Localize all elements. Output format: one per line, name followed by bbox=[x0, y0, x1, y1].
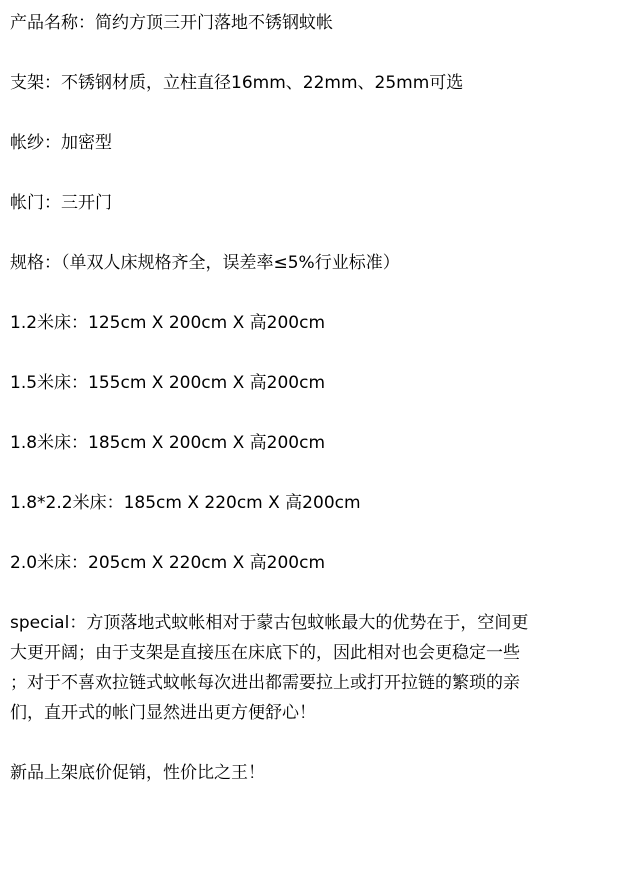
size-line: 1.5米床：155cm X 200cm X 高200cm bbox=[10, 373, 326, 393]
size-line: 1.2米床：125cm X 200cm X 高200cm bbox=[10, 313, 326, 333]
size-line: 1.8米床：185cm X 200cm X 高200cm bbox=[10, 433, 326, 453]
closing-line: 新品上架底价促销，性价比之王！ bbox=[10, 763, 265, 783]
size-line: 2.0米床：205cm X 220cm X 高200cm bbox=[10, 553, 326, 573]
door-line: 帐门：三开门 bbox=[10, 193, 112, 213]
spec-title-line: 规格：（单双人床规格齐全，误差率≤5%行业标准） bbox=[10, 253, 400, 273]
size-line: 1.8*2.2米床：185cm X 220cm X 高200cm bbox=[10, 493, 361, 513]
special-line: 大更开阔；由于支架是直接压在床底下的，因此相对也会更稳定一些 bbox=[10, 643, 520, 663]
frame-line: 支架：不锈钢材质，立柱直径16mm、22mm、25mm可选 bbox=[10, 73, 464, 93]
special-paragraph bbox=[10, 608, 620, 728]
product-name-line: 产品名称：简约方顶三开门落地不锈钢蚊帐 bbox=[10, 13, 333, 33]
special-line: 们，直开式的帐门显然进出更方便舒心！ bbox=[10, 703, 316, 723]
gauze-line: 帐纱：加密型 bbox=[10, 133, 112, 153]
special-line: special：方顶落地式蚊帐相对于蒙古包蚊帐最大的优势在于，空间更 bbox=[10, 613, 529, 633]
special-line: ；对于不喜欢拉链式蚊帐每次进出都需要拉上或打开拉链的繁琐的亲 bbox=[10, 673, 520, 693]
